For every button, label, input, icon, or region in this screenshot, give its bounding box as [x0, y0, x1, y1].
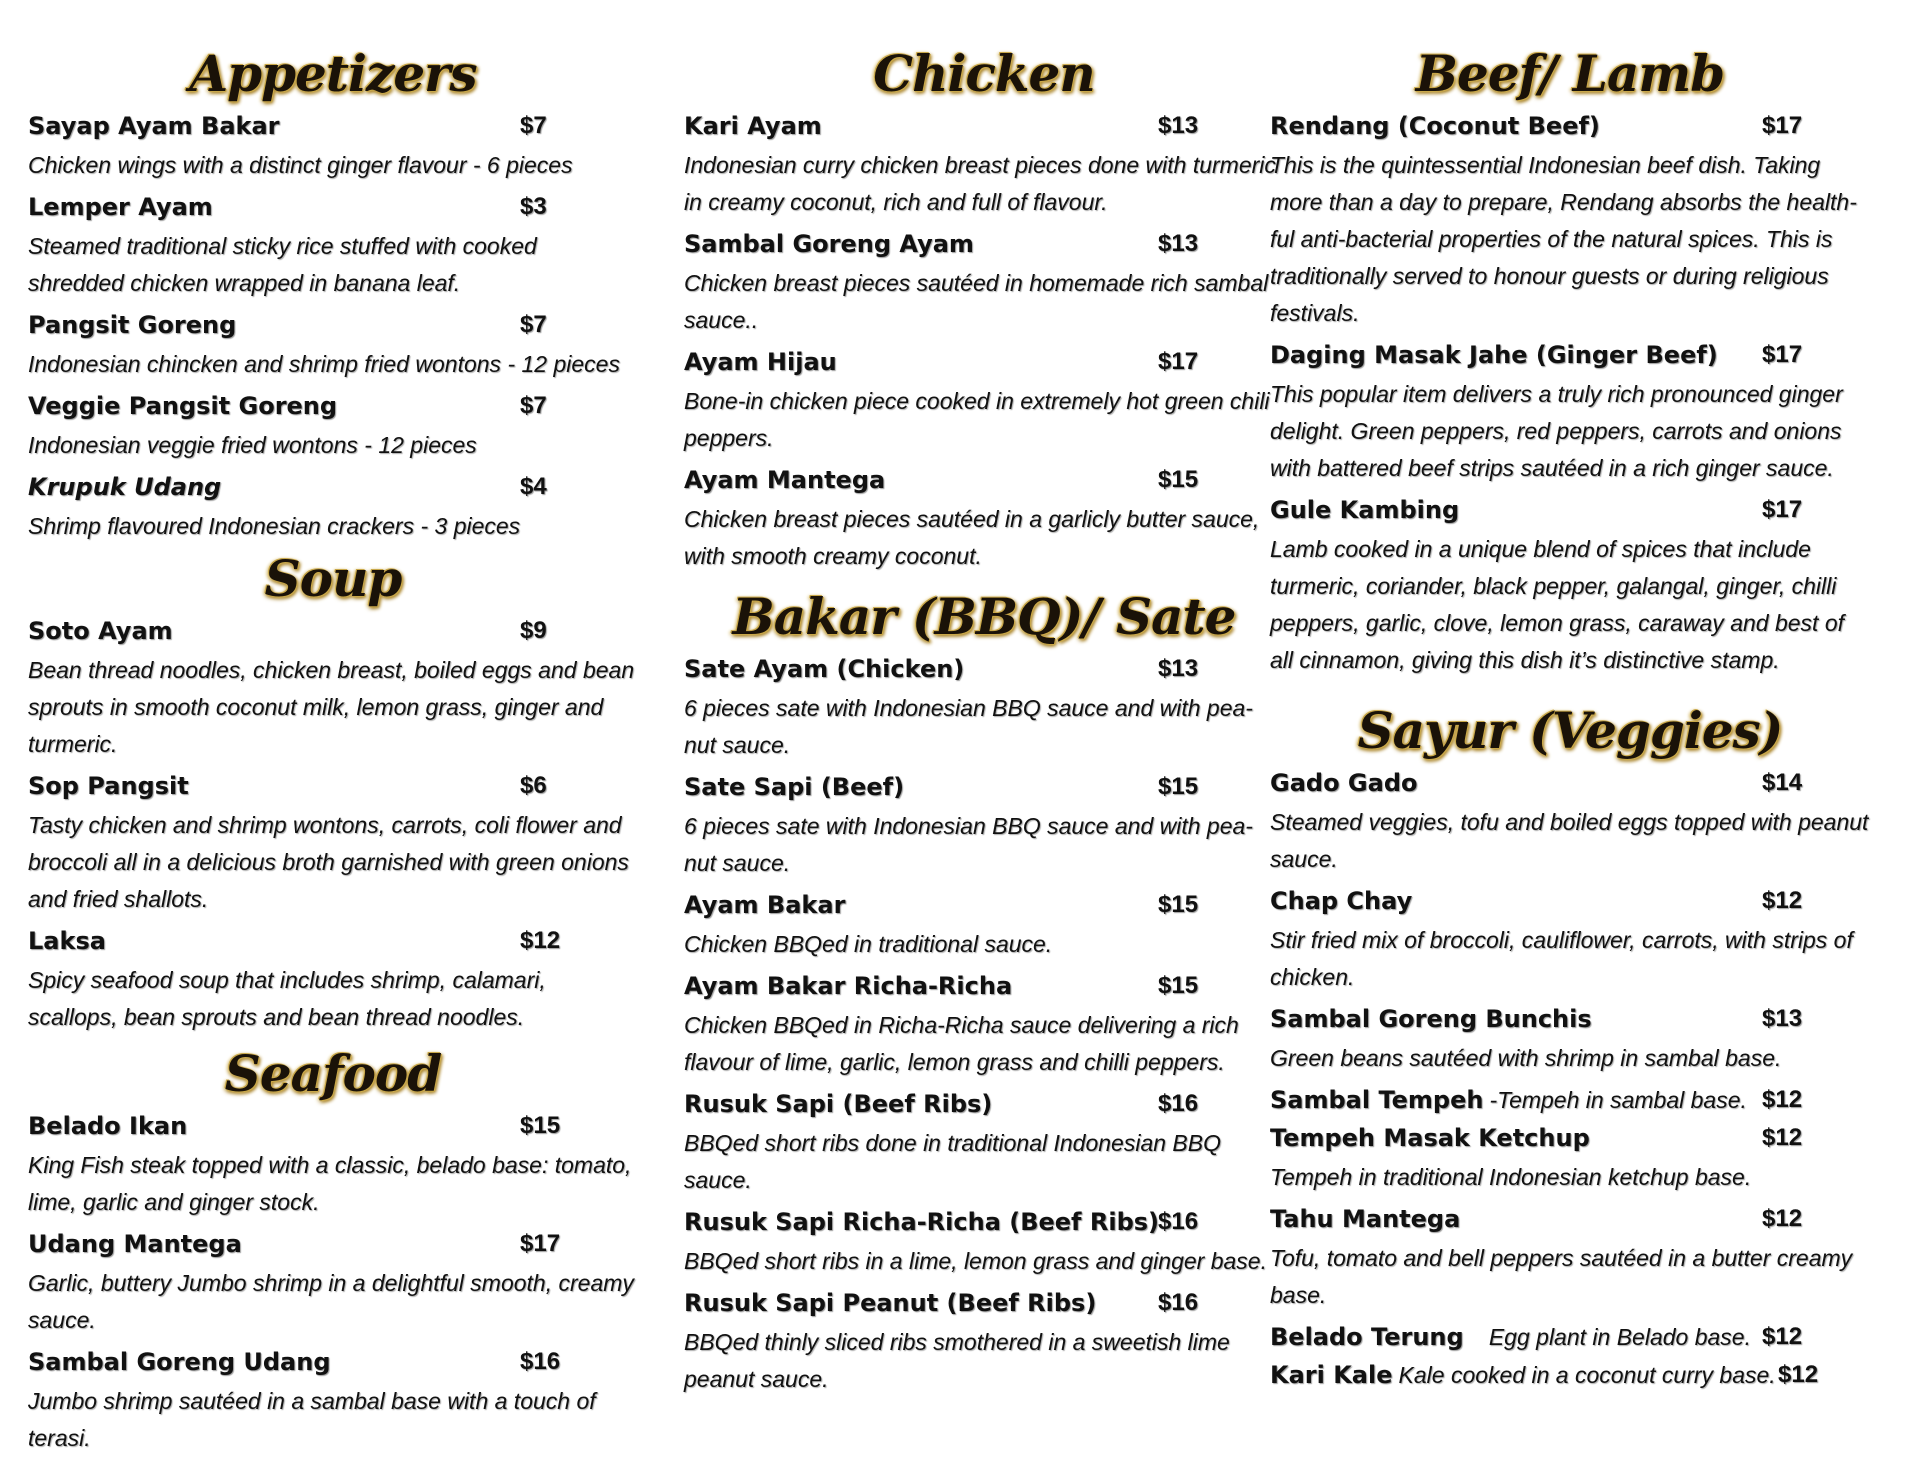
menu-item-gado-gado: [1270, 764, 1870, 878]
menu-item-header: [1270, 336, 1870, 374]
menu-item-header: [684, 1284, 1284, 1322]
item-name: Ayam Mantega: [684, 466, 886, 494]
item-name: Belado Terung: [1270, 1323, 1464, 1351]
item-price: $7: [520, 112, 547, 139]
item-price: $4: [520, 473, 547, 500]
item-name: Sayap Ayam Bakar: [28, 112, 280, 140]
item-description: Bean thread noodles, chicken breast, boiled eggs and bean sprouts in smooth coconut milk, lemon grass, ginger and turmeric.: [28, 657, 635, 757]
section-appetizers: [28, 46, 638, 545]
item-name: Daging Masak Jahe (Ginger Beef): [1270, 341, 1718, 369]
item-price: $17: [1762, 496, 1803, 523]
item-description: This popular item delivers a truly rich pronounced ginger delight. Green peppers, red peppers, carrots and onions with battered beef strips sautéed in a rich ginger sauce.: [1270, 381, 1843, 481]
menu-item-header: [684, 886, 1284, 924]
section-title: Sayur (Veggies): [1357, 701, 1783, 760]
item-description: Chicken wings with a distinct ginger flavour - 6 pieces: [28, 152, 573, 178]
item-price: $7: [520, 311, 547, 338]
item-name: Rusuk Sapi Peanut (Beef Ribs): [684, 1289, 1097, 1317]
item-price: $3: [520, 193, 547, 220]
menu-item-veggie-pangsit-goreng: [28, 387, 638, 464]
item-price: $17: [1762, 112, 1803, 139]
menu-item-header: [1270, 107, 1870, 145]
menu-item-header: [1270, 1081, 1870, 1119]
menu-column-1: [28, 40, 638, 1461]
item-name: Sate Sapi (Beef): [684, 773, 905, 801]
menu-item-header: [1270, 1200, 1870, 1238]
menu-item-header: [684, 967, 1284, 1005]
item-name: Rendang (Coconut Beef): [1270, 112, 1600, 140]
item-price: $14: [1762, 769, 1803, 796]
menu-item-header: [684, 461, 1284, 499]
menu-item-header: [1270, 1356, 1870, 1394]
menu-item-sambal-goreng-ayam: [684, 225, 1284, 339]
menu-item-header: [28, 188, 638, 226]
item-name: Lemper Ayam: [28, 193, 213, 221]
item-name: Ayam Hijau: [684, 348, 837, 376]
menu-item-laksa: [28, 922, 638, 1036]
item-price: $12: [1762, 1086, 1803, 1113]
item-price: $9: [520, 617, 547, 644]
menu-item-kari-ayam: [684, 107, 1284, 221]
menu-item-header: [684, 343, 1284, 381]
item-name: Udang Mantega: [28, 1230, 242, 1258]
menu-item-header: [684, 768, 1284, 806]
item-description: Stir fried mix of broccoli, cauliflower, carrots, with strips of chicken.: [1270, 927, 1853, 990]
item-name: Laksa: [28, 927, 106, 955]
menu-item-rusuk-sapi-richa-richa-beef-ribs: [684, 1203, 1284, 1280]
item-description: Tempeh in traditional Indonesian ketchup base.: [1270, 1164, 1752, 1190]
menu-item-sate-ayam-chicken: [684, 650, 1284, 764]
menu-column-2: [684, 40, 1284, 1402]
item-description: 6 pieces sate with Indonesian BBQ sauce and with pea-nut sauce.: [684, 813, 1253, 876]
menu-item-header: [684, 107, 1284, 145]
menu-item-sayap-ayam-bakar: [28, 107, 638, 184]
section-title: Soup: [264, 549, 402, 608]
item-price: $13: [1158, 655, 1199, 682]
menu-item-udang-mantega: [28, 1225, 638, 1339]
item-name: Gado Gado: [1270, 769, 1418, 797]
item-description: BBQed short ribs done in traditional Indonesian BBQ sauce.: [684, 1130, 1221, 1193]
item-name: Belado Ikan: [28, 1112, 188, 1140]
item-name: Ayam Bakar Richa-Richa: [684, 972, 1013, 1000]
section-sayur-veggies: [1270, 703, 1870, 1394]
section-beef-lamb: [1270, 46, 1870, 679]
menu-item-header: [28, 1225, 638, 1263]
item-name: Sate Ayam (Chicken): [684, 655, 965, 683]
item-price: $17: [1158, 348, 1199, 375]
item-price: $6: [520, 772, 547, 799]
item-name: Krupuk Udang: [28, 473, 222, 501]
section-title: Appetizers: [189, 44, 477, 103]
item-price: $12: [1762, 887, 1803, 914]
menu-item-ayam-bakar-richa-richa: [684, 967, 1284, 1081]
section-bakar-bbq-sate: [684, 589, 1284, 1398]
item-description: This is the quintessential Indonesian beef dish. Taking more than a day to prepare, Rendang absorbs the health-ful anti-bacterial properties of the natural spices. This is traditionally served to honour guests or during religious festivals.: [1270, 152, 1857, 326]
item-name: Rusuk Sapi (Beef Ribs): [684, 1090, 993, 1118]
item-name: Sop Pangsit: [28, 772, 189, 800]
item-inline-description: Egg plant in Belado base.: [1469, 1324, 1751, 1350]
section-seafood: [28, 1046, 638, 1457]
menu-item-header: [1270, 882, 1870, 920]
menu-item-header: [1270, 764, 1870, 802]
item-name: Tahu Mantega: [1270, 1205, 1461, 1233]
menu-item-sate-sapi-beef: [684, 768, 1284, 882]
item-name: Pangsit Goreng: [28, 311, 237, 339]
item-name: Ayam Bakar: [684, 891, 846, 919]
menu-item-rendang-coconut-beef: [1270, 107, 1870, 332]
item-price: $12: [1762, 1323, 1803, 1350]
menu-item-header: [684, 1085, 1284, 1123]
section-title: Beef/ Lamb: [1415, 44, 1725, 103]
item-price: $17: [520, 1230, 561, 1257]
item-name: Veggie Pangsit Goreng: [28, 392, 338, 420]
item-description: Garlic, buttery Jumbo shrimp in a delightful smooth, creamy sauce.: [28, 1270, 634, 1333]
item-price: $15: [520, 1112, 561, 1139]
item-description: Chicken BBQed in traditional sauce.: [684, 931, 1053, 957]
item-price: $16: [520, 1348, 561, 1375]
item-inline-description: -Tempeh in sambal base.: [1489, 1087, 1747, 1113]
menu-item-krupuk-udang: [28, 468, 638, 545]
section-title: Seafood: [224, 1044, 442, 1103]
item-description: BBQed thinly sliced ribs smothered in a sweetish lime peanut sauce.: [684, 1329, 1230, 1392]
item-description: King Fish steak topped with a classic, belado base: tomato, lime, garlic and ginger stock.: [28, 1152, 632, 1215]
item-description: Spicy seafood soup that includes shrimp, calamari, scallops, bean sprouts and bean thread noodles.: [28, 967, 546, 1030]
menu-item-tahu-mantega: [1270, 1200, 1870, 1314]
item-name: Kari Kale: [1270, 1361, 1393, 1389]
item-description: Indonesian chincken and shrimp fried wontons - 12 pieces: [28, 351, 620, 377]
item-name: Tempeh Masak Ketchup: [1270, 1124, 1590, 1152]
menu-item-header: [28, 387, 638, 425]
menu-item-header: [1270, 491, 1870, 529]
item-description: Steamed veggies, tofu and boiled eggs topped with peanut sauce.: [1270, 809, 1869, 872]
menu-item-rusuk-sapi-peanut-beef-ribs: [684, 1284, 1284, 1398]
section-chicken: [684, 46, 1284, 575]
menu-item-header: [28, 1107, 638, 1145]
item-description: 6 pieces sate with Indonesian BBQ sauce and with pea-nut sauce.: [684, 695, 1253, 758]
item-price: $16: [1158, 1208, 1199, 1235]
item-name: Sambal Goreng Ayam: [684, 230, 974, 258]
item-price: $17: [1762, 341, 1803, 368]
item-price: $12: [1762, 1205, 1803, 1232]
item-price: $16: [1158, 1090, 1199, 1117]
menu-item-belado-ikan: [28, 1107, 638, 1221]
menu-item-ayam-bakar: [684, 886, 1284, 963]
item-name: Kari Ayam: [684, 112, 822, 140]
item-price: $15: [1158, 891, 1199, 918]
item-description: Lamb cooked in a unique blend of spices that include turmeric, coriander, black pepper, galangal, ginger, chilli peppers, garlic, clove, lemon grass, caraway and best of all cinnamon, giving this dish it’s distinctive stamp.: [1270, 536, 1845, 673]
item-name: Gule Kambing: [1270, 496, 1460, 524]
item-description: Jumbo shrimp sautéed in a sambal base with a touch of terasi.: [28, 1388, 596, 1451]
menu-item-belado-terung: [1270, 1318, 1870, 1356]
item-description: Chicken breast pieces sautéed in homemade rich sambal sauce..: [684, 270, 1269, 333]
item-description: Shrimp flavoured Indonesian crackers - 3 pieces: [28, 513, 521, 539]
item-price: $15: [1158, 773, 1199, 800]
menu-item-header: [28, 306, 638, 344]
item-price: $7: [520, 392, 547, 419]
menu-column-3: [1270, 40, 1870, 1394]
menu-item-lemper-ayam: [28, 188, 638, 302]
menu-item-tempeh-masak-ketchup: [1270, 1119, 1870, 1196]
item-price: $15: [1158, 972, 1199, 999]
item-name: Chap Chay: [1270, 887, 1413, 915]
item-description: Chicken BBQed in Richa-Richa sauce delivering a rich flavour of lime, garlic, lemon grass and chilli peppers.: [684, 1012, 1239, 1075]
menu-item-header: [684, 650, 1284, 688]
menu-item-header: [28, 468, 638, 506]
menu-item-soto-ayam: [28, 612, 638, 763]
menu-item-chap-chay: [1270, 882, 1870, 996]
item-price: $16: [1158, 1289, 1199, 1316]
menu-item-ayam-hijau: [684, 343, 1284, 457]
menu-item-header: [1270, 1000, 1870, 1038]
menu-item-header: [684, 225, 1284, 263]
menu-item-header: [28, 1343, 638, 1381]
item-description: Indonesian veggie fried wontons - 12 pieces: [28, 432, 477, 458]
item-price: $13: [1158, 112, 1199, 139]
menu-item-pangsit-goreng: [28, 306, 638, 383]
menu-item-sambal-goreng-udang: [28, 1343, 638, 1457]
item-price: $13: [1158, 230, 1199, 257]
menu-item-header: [28, 107, 638, 145]
menu-item-kari-kale: [1270, 1356, 1870, 1394]
menu-item-header: [684, 1203, 1284, 1241]
menu-item-header: [1270, 1119, 1870, 1157]
item-description: Chicken breast pieces sautéed in a garlicly butter sauce, with smooth creamy coconut.: [684, 506, 1260, 569]
menu-item-header: [1270, 1318, 1870, 1356]
item-description: Bone-in chicken piece cooked in extremely hot green chili peppers.: [684, 388, 1270, 451]
menu-item-daging-masak-jahe-ginger-beef: [1270, 336, 1870, 487]
item-name: Soto Ayam: [28, 617, 173, 645]
menu-item-ayam-mantega: [684, 461, 1284, 575]
section-title: Chicken: [873, 44, 1095, 103]
item-name: Rusuk Sapi Richa-Richa (Beef Ribs): [684, 1208, 1159, 1236]
item-description: Green beans sautéed with shrimp in sambal base.: [1270, 1045, 1782, 1071]
menu-item-header: [28, 612, 638, 650]
item-description: Tofu, tomato and bell peppers sautéed in a butter creamy base.: [1270, 1245, 1853, 1308]
item-price: $12: [520, 927, 561, 954]
menu-item-sambal-tempeh: [1270, 1081, 1870, 1119]
item-price: $12: [1762, 1124, 1803, 1151]
item-name: Sambal Goreng Bunchis: [1270, 1005, 1592, 1033]
item-price: $12: [1778, 1361, 1819, 1388]
item-name: Sambal Tempeh: [1270, 1086, 1484, 1114]
section-soup: [28, 551, 638, 1036]
menu-item-rusuk-sapi-beef-ribs: [684, 1085, 1284, 1199]
menu-item-sambal-goreng-bunchis: [1270, 1000, 1870, 1077]
menu-item-gule-kambing: [1270, 491, 1870, 679]
menu-item-sop-pangsit: [28, 767, 638, 918]
item-description: Tasty chicken and shrimp wontons, carrots, coli flower and broccoli all in a delicious broth garnished with green onions and fried shallots.: [28, 812, 629, 912]
menu-item-header: [28, 767, 638, 805]
item-description: Steamed traditional sticky rice stuffed with cooked shredded chicken wrapped in banana leaf.: [28, 233, 537, 296]
item-name: Sambal Goreng Udang: [28, 1348, 331, 1376]
item-description: Indonesian curry chicken breast pieces done with turmeric in creamy coconut, rich and full of flavour.: [684, 152, 1276, 215]
section-title: Bakar (BBQ)/ Sate: [732, 587, 1236, 646]
menu-item-header: [28, 922, 638, 960]
item-price: $13: [1762, 1005, 1803, 1032]
item-description: BBQed short ribs in a lime, lemon grass and ginger base.: [684, 1248, 1267, 1274]
item-price: $15: [1158, 466, 1199, 493]
item-inline-description: Kale cooked in a coconut curry base.: [1398, 1362, 1776, 1388]
